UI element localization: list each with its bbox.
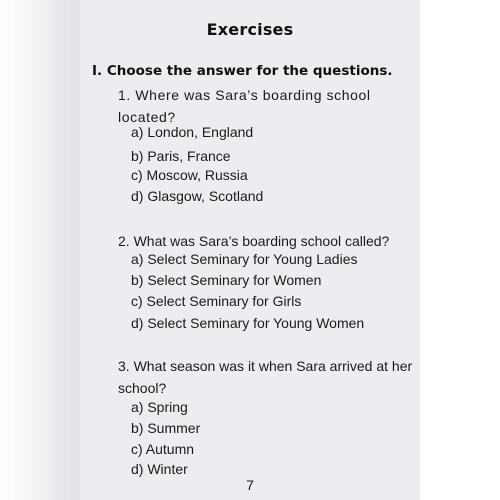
question-2-option-d: d) Select Seminary for Young Women — [131, 315, 365, 331]
right-margin — [420, 0, 500, 500]
question-2-option-a: a) Select Seminary for Young Ladies — [131, 251, 358, 267]
question-3-option-a: a) Spring — [131, 399, 188, 415]
question-1-option-b: b) Paris, France — [131, 148, 231, 164]
question-2-option-c: c) Select Seminary for Girls — [131, 293, 302, 309]
question-1-option-a: a) London, England — [131, 124, 254, 140]
question-3-option-b: b) Summer — [131, 420, 201, 436]
question-2-option-b: b) Select Seminary for Women — [131, 272, 322, 288]
page-gutter-shadow — [0, 0, 80, 500]
question-1-option-d: d) Glasgow, Scotland — [131, 188, 264, 204]
question-1: 1. Where was Sara’s boarding school located? — [118, 87, 371, 125]
question-1-option-c: c) Moscow, Russia — [131, 167, 248, 183]
book-page — [80, 0, 420, 500]
page-title: Exercises — [206, 20, 294, 39]
question-3-option-c: c) Autumn — [131, 441, 195, 457]
question-3: 3. What season was it when Sara arrived at her school? — [118, 358, 413, 396]
page-number: 7 — [246, 477, 254, 493]
question-2: 2. What was Sara’s boarding school called? — [118, 233, 390, 249]
section-heading: I. Choose the answer for the questions. — [92, 63, 393, 79]
question-3-option-d: d) Winter — [131, 461, 188, 477]
